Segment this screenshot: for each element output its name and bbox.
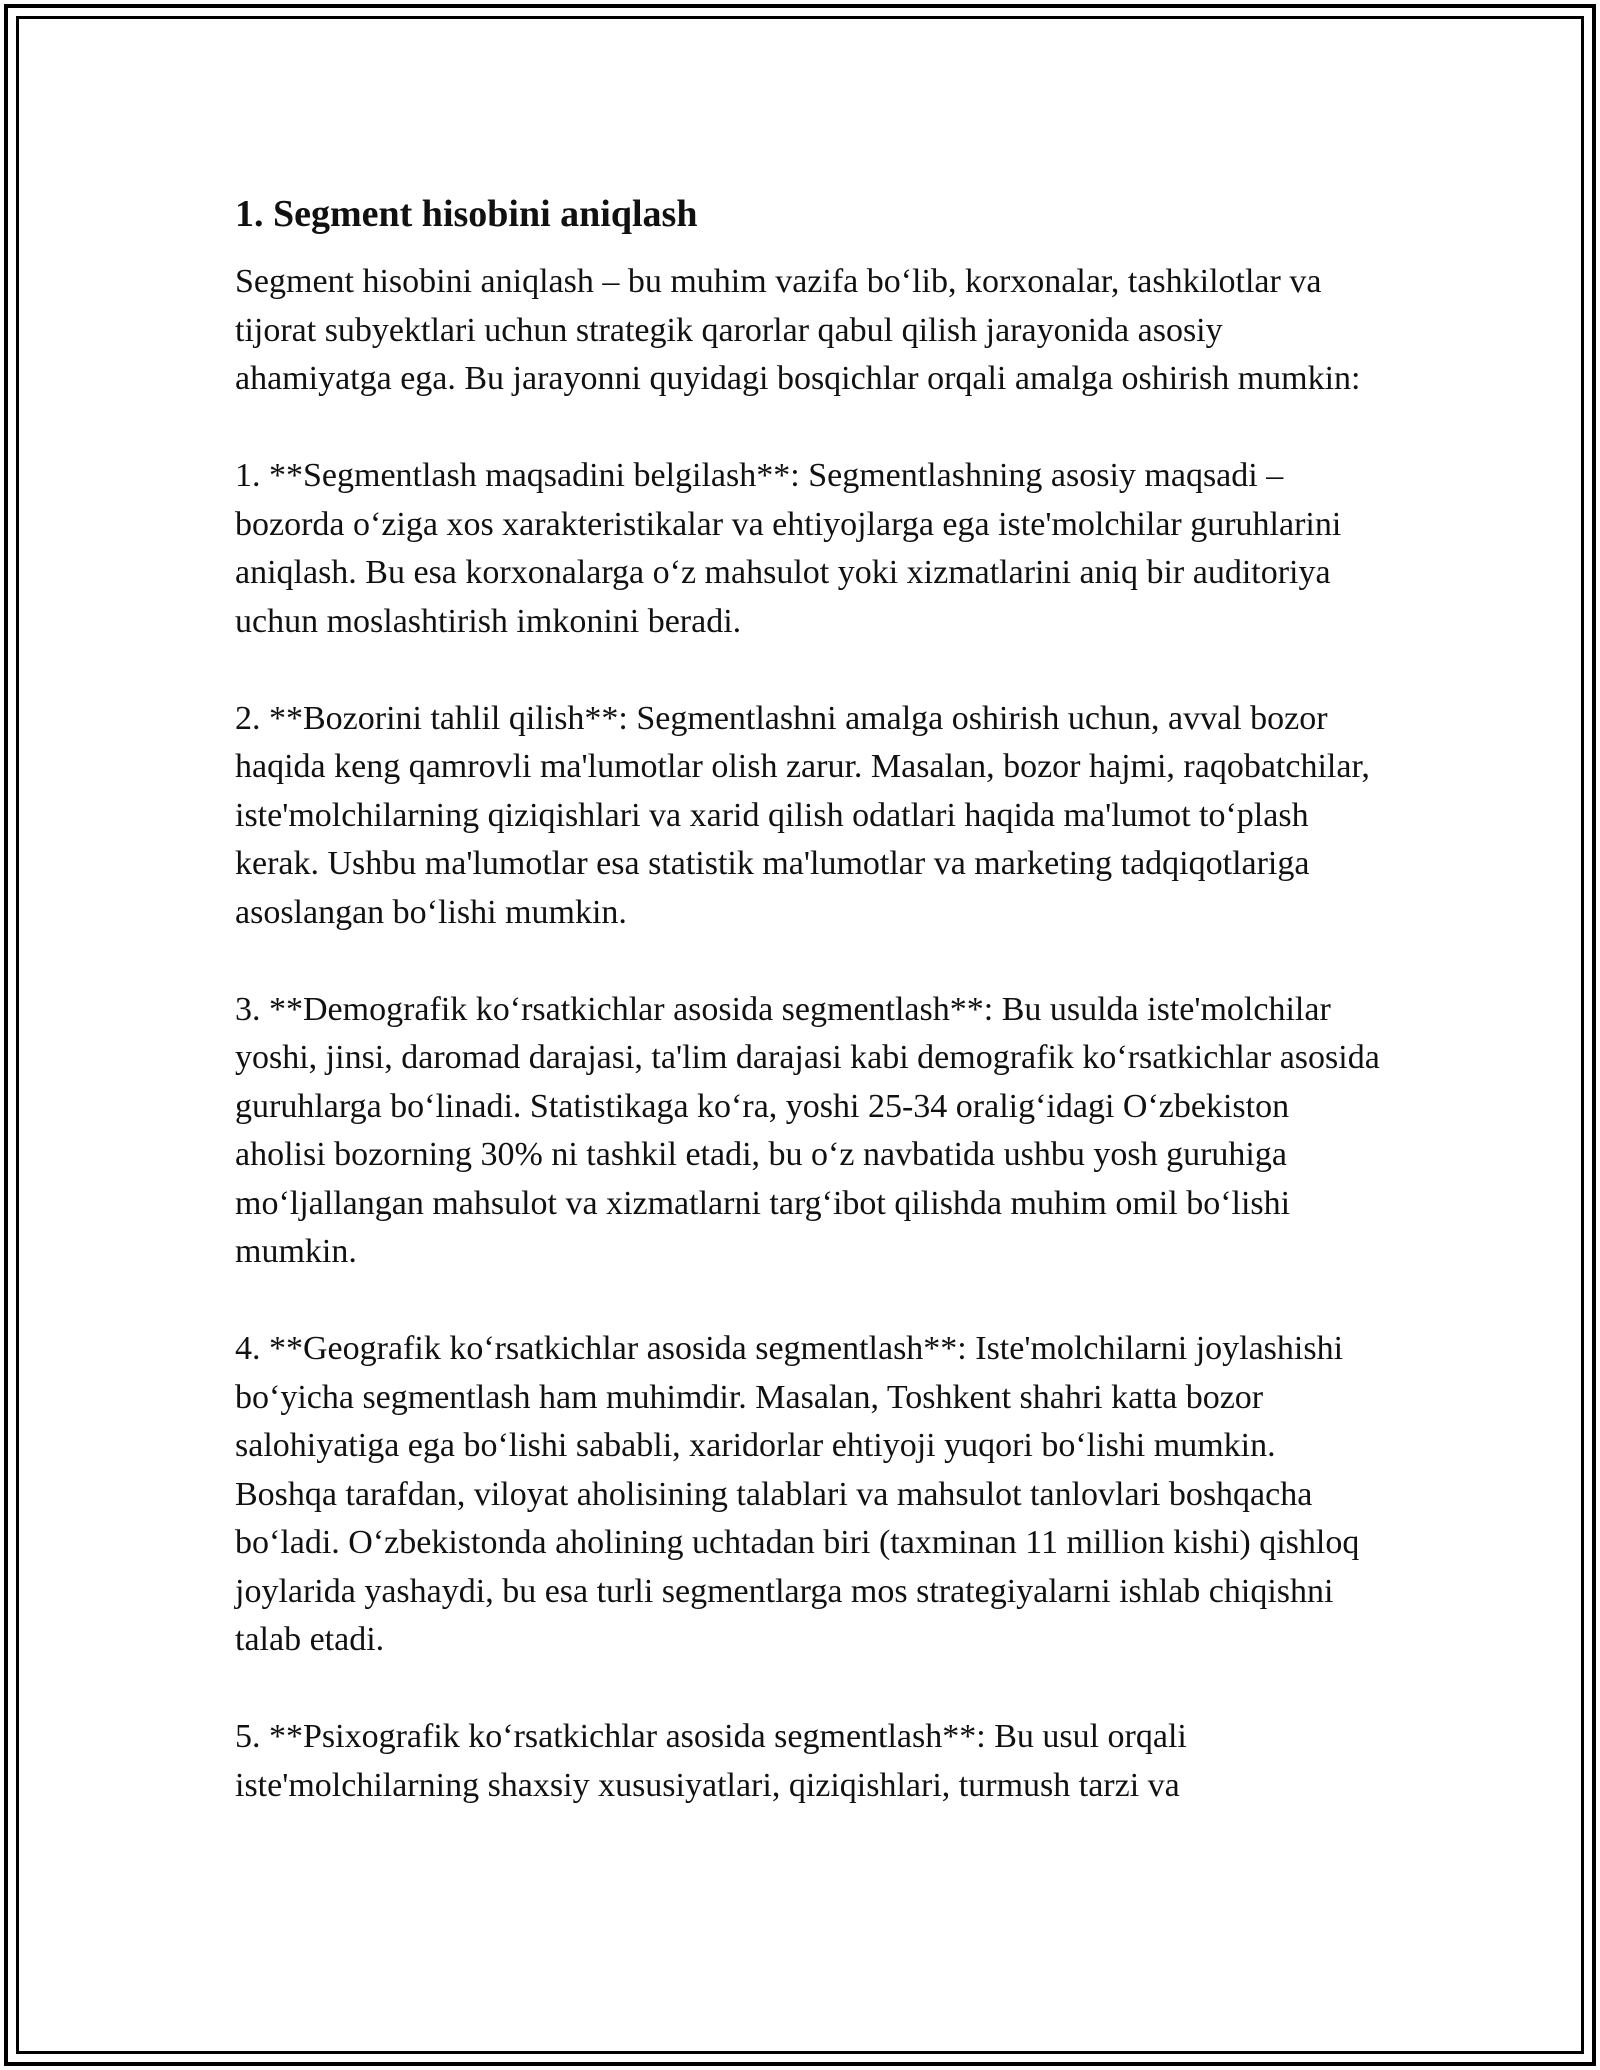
section-heading: 1. Segment hisobini aniqlash <box>235 193 698 235</box>
step-2-paragraph: 2. **Bozorini tahlil qilish**: Segmentlashni amalga oshirish uchun, avval bozor haqida keng qamrovli ma'lumotlar olish zarur. Masalan, bozor hajmi, raqobatchilar, iste'molchilarning qiziqishlari va xarid qilish odatlari haqida ma'lumot to‘plash kerak. Ushbu ma'lumotlar esa statistik ma'lumotlar va marketing tadqiqotlariga asoslangan bo‘lishi mumkin. <box>235 699 1370 931</box>
step-1-paragraph: 1. **Segmentlash maqsadini belgilash**: Segmentlashning asosiy maqsadi – bozorda o‘ziga xos xarakteristikalar va ehtiyojlarga ega iste'molchilar guruhlarini aniqlash. Bu esa korxonalarga o‘z mahsulot yoki xizmatlarini aniq bir auditoriya uchun moslashtirish imkonini beradi. <box>235 457 1342 640</box>
step-5-paragraph: 5. **Psixografik ko‘rsatkichlar asosida segmentlash**: Bu usul orqali iste'molchilarning shaxsiy xususiyatlari, qiziqishlari, turmush tarzi va <box>235 1718 1187 1804</box>
document-body <box>235 188 1385 1810</box>
intro-paragraph: Segment hisobini aniqlash – bu muhim vazifa bo‘lib, korxonalar, tashkilotlar va tijorat subyektlari uchun strategik qarorlar qabul qilish jarayonida asosiy ahamiyatga ega. Bu jarayonni quyidagi bosqichlar orqali amalga oshirish mumkin: <box>235 263 1361 397</box>
step-3-paragraph: 3. **Demografik ko‘rsatkichlar asosida segmentlash**: Bu usulda iste'molchilar yoshi, jinsi, daromad darajasi, ta'lim darajasi kabi demografik ko‘rsatkichlar asosida guruhlarga bo‘linadi. Statistikaga ko‘ra, yoshi 25-34 oralig‘idagi O‘zbekiston aholisi bozorning 30% ni tashkil etadi, bu o‘z navbatida ushbu yosh guruhiga mo‘ljallangan mahsulot va xizmatlarni targ‘ibot qilishda muhim omil bo‘lishi mumkin. <box>235 990 1380 1270</box>
step-4-paragraph: 4. **Geografik ko‘rsatkichlar asosida segmentlash**: Iste'molchilarni joylashishi bo‘yicha segmentlash ham muhimdir. Masalan, Toshkent shahri katta bozor salohiyatiga ega bo‘lishi sababli, xaridorlar ehtiyoji yuqori bo‘lishi mumkin. Boshqa tarafdan, viloyat aholisining talablari va mahsulot tanlovlari boshqacha bo‘ladi. O‘zbekistonda aholining uchtadan biri (taxminan 11 million kishi) qishloq joylarida yashaydi, bu esa turli segmentlarga mos strategiyalarni ishlab chiqishni talab etadi. <box>235 1330 1360 1658</box>
